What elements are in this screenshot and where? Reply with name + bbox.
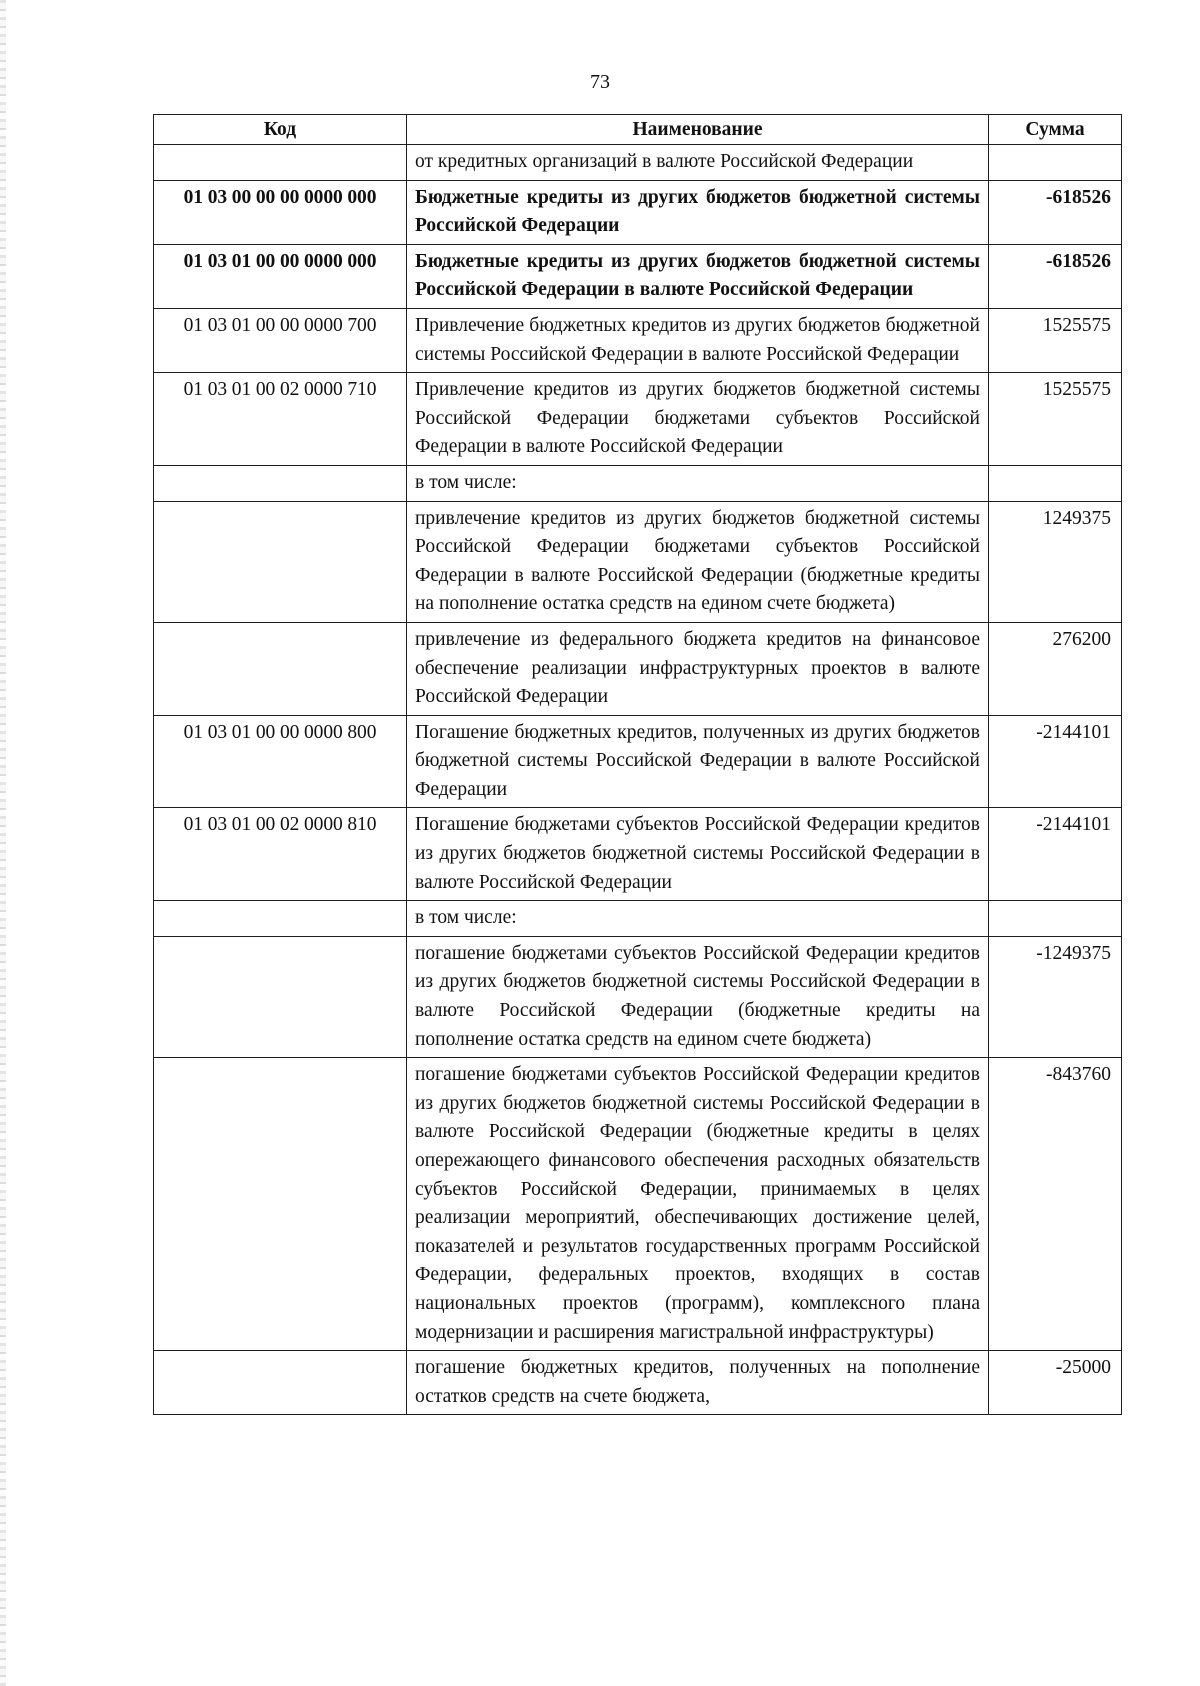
table-row <box>154 936 1122 1057</box>
code-cell: 01 03 01 00 02 0000 710 <box>154 373 407 466</box>
name-cell: в том числе: <box>407 465 989 501</box>
code-cell: 01 03 01 00 00 0000 000 <box>154 244 407 308</box>
column-header-code: Код <box>154 115 407 145</box>
table-row <box>154 308 1122 372</box>
sum-cell: 1525575 <box>989 373 1122 466</box>
name-cell: погашение бюджетами субъектов Российской Федерации кредитов из других бюджетов бюджетной системы Российской Федерации в валюте Российской Федерации (бюджетные кредиты в целях опережающего финансового обеспечения расходных обязательств субъектов Российской Федерации, принимаемых в целях реализации мероприятий, обеспечивающих достижение целей, показателей и результатов государственных программ Российской Федерации, федеральных проектов, входящих в состав национальных проектов (программ), комплексного плана модернизации и расширения магистральной инфраструктуры) <box>407 1058 989 1351</box>
sum-cell: -2144101 <box>989 808 1122 901</box>
code-cell <box>154 622 407 715</box>
table-row <box>154 145 1122 181</box>
code-cell <box>154 501 407 622</box>
name-cell: погашение бюджетами субъектов Российской Федерации кредитов из других бюджетов бюджетной системы Российской Федерации в валюте Российской Федерации (бюджетные кредиты на пополнение остатка средств на едином счете бюджета) <box>407 936 989 1057</box>
column-header-sum: Сумма <box>989 115 1122 145</box>
code-cell <box>154 936 407 1057</box>
sum-cell: 1249375 <box>989 501 1122 622</box>
sum-cell: 276200 <box>989 622 1122 715</box>
code-cell <box>154 1058 407 1351</box>
name-cell: Привлечение кредитов из других бюджетов бюджетной системы Российской Федерации бюджетами субъектов Российской Федерации в валюте Российской Федерации <box>407 373 989 466</box>
table-row <box>154 465 1122 501</box>
name-cell: Погашение бюджетами субъектов Российской Федерации кредитов из других бюджетов бюджетной системы Российской Федерации в валюте Российской Федерации <box>407 808 989 901</box>
scan-edge-strip <box>0 0 6 1686</box>
table-row <box>154 373 1122 466</box>
name-cell: привлечение из федерального бюджета кредитов на финансовое обеспечение реализации инфраструктурных проектов в валюте Российской Федерации <box>407 622 989 715</box>
name-cell: Бюджетные кредиты из других бюджетов бюджетной системы Российской Федерации <box>407 180 989 244</box>
name-cell: погашение бюджетных кредитов, полученных на пополнение остатков средств на счете бюджета, <box>407 1351 989 1415</box>
sum-cell: -2144101 <box>989 715 1122 808</box>
table-header-row <box>154 115 1122 145</box>
name-cell: Бюджетные кредиты из других бюджетов бюджетной системы Российской Федерации в валюте Российской Федерации <box>407 244 989 308</box>
budget-sources-table <box>153 114 1122 1415</box>
name-cell: привлечение кредитов из других бюджетов бюджетной системы Российской Федерации бюджетами субъектов Российской Федерации в валюте Российской Федерации (бюджетные кредиты на пополнение остатка средств на едином счете бюджета) <box>407 501 989 622</box>
sum-cell: -25000 <box>989 1351 1122 1415</box>
code-cell <box>154 1351 407 1415</box>
sum-cell: -618526 <box>989 244 1122 308</box>
table-row <box>154 244 1122 308</box>
sum-cell: -1249375 <box>989 936 1122 1057</box>
name-cell: Привлечение бюджетных кредитов из других бюджетов бюджетной системы Российской Федерации в валюте Российской Федерации <box>407 308 989 372</box>
table-row <box>154 180 1122 244</box>
table-row <box>154 808 1122 901</box>
name-cell: от кредитных организаций в валюте Российской Федерации <box>407 145 989 181</box>
table-row <box>154 1058 1122 1351</box>
sum-cell <box>989 465 1122 501</box>
table-row <box>154 901 1122 937</box>
table-body <box>154 145 1122 1415</box>
code-cell <box>154 465 407 501</box>
column-header-name: Наименование <box>407 115 989 145</box>
code-cell: 01 03 00 00 00 0000 000 <box>154 180 407 244</box>
name-cell: Погашение бюджетных кредитов, полученных из других бюджетов бюджетной системы Российской Федерации в валюте Российской Федерации <box>407 715 989 808</box>
sum-cell <box>989 901 1122 937</box>
sum-cell: -843760 <box>989 1058 1122 1351</box>
table-row <box>154 622 1122 715</box>
code-cell <box>154 901 407 937</box>
table-row <box>154 501 1122 622</box>
code-cell <box>154 145 407 181</box>
name-cell: в том числе: <box>407 901 989 937</box>
code-cell: 01 03 01 00 02 0000 810 <box>154 808 407 901</box>
table-row <box>154 715 1122 808</box>
code-cell: 01 03 01 00 00 0000 700 <box>154 308 407 372</box>
sum-cell: 1525575 <box>989 308 1122 372</box>
code-cell: 01 03 01 00 00 0000 800 <box>154 715 407 808</box>
sum-cell: -618526 <box>989 180 1122 244</box>
page-number: 73 <box>590 71 610 93</box>
sum-cell <box>989 145 1122 181</box>
table-row <box>154 1351 1122 1415</box>
